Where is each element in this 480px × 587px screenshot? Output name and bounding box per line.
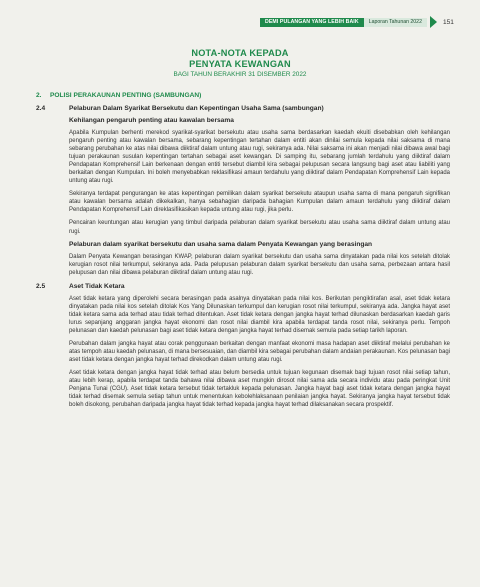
section-title: POLISI PERAKAUNAN PENTING (SAMBUNGAN) <box>50 92 202 99</box>
subsection-number: 2.5 <box>36 282 46 290</box>
doc-title-line3: BAGI TAHUN BERAKHIR 31 DISEMBER 2022 <box>173 71 307 78</box>
paragraph: Aset tidak ketara yang diperolehi secara berasingan pada asalnya dinyatakan pada nilai kos. Berikutan pengiktirafan asal, aset tidak ketara dinyatakan pada nilai kos setelah ditolak Kos Yang Dilunaskan terkumpul dan kerugian rosot nilai terkumpul, sekiranya ada. Jangka hayat aset tidak ketara sama ada terhad atau tidak terhad ditentukan. Aset tidak ketara dengan jangka hayat terhad dilunaskan berdasarkan kaedah garis lurus sepanjang anggaran jangka hayat ekonomi dan rosot nilai diambil kira apabila terdapat tanda rosot nilai, sekiranya perlu. Tempoh pelunasan dan kaedah pelunasan bagi aset tidak ketara dengan jangka hayat terhad disemak semula pada setiap tarikh laporan. <box>69 295 450 334</box>
subsection-body-2-5 <box>69 295 450 410</box>
header-report-name: DEMI PULANGAN YANG LEBIH BAIK <box>260 18 364 27</box>
subsection-body-2-4 <box>69 117 450 277</box>
paragraph: Perubahan dalam jangka hayat atau corak penggunaan berkaitan dengan manfaat ekonomi masa hadapan aset diiktiraf melalui perubahan ke atas tempoh atau kaedah pelunasan, di mana bersesuaian, dan diambil kira sebagai perubahan dalam andaian perakaunan. Kos pelunasan bagi aset tidak ketara dengan jangka hayat terhad direkodkan dalam untung atau rugi. <box>69 340 450 364</box>
arrow-right-icon <box>430 16 437 28</box>
main-content <box>36 92 450 414</box>
paragraph: Apabila Kumpulan berhenti merekod syarikat-syarikat bersekutu atau usaha sama berdasarkan kaedah ekuiti disebabkan oleh kehilangan pengaruh penting atau kawalan bersama, sebarang kepentingan tertahan dalam entiti akan dinilai semula kepada nilai saksama di mana sebarang perubahan ke atas nilai dibawa diiktiraf dalam untung atau rugi, sekiranya ada. Nilai saksama ini akan menjadi nilai dibawa awal bagi tujuan perakaunan susulan kepentingan tertahan sebagai aset kewangan. Di samping itu, sebarang jumlah terdahulu yang diiktiraf dalam Pendapatan Komprehensif Lain berkenaan dengan entiti tersebut diambil kira sebagai pelupusan secara langsung bagi aset atau liabiliti yang berkaitan dengan Kumpulan. Ini boleh menyebabkan reklasifikasi amaun terdahulu yang diiktiraf dalam Pendapatan Komprehensif Lain kepada untung atau rugi. <box>69 130 450 185</box>
section-number: 2. <box>36 92 42 99</box>
doc-title-line2: PENYATA KEWANGAN <box>189 58 291 69</box>
page-number: 151 <box>442 18 454 26</box>
subsection-heading-2-4 <box>36 105 450 112</box>
subsection-title: Aset Tidak Ketara <box>69 282 125 290</box>
doc-title <box>0 48 480 79</box>
paragraph: Sekiranya terdapat pengurangan ke atas kepentingan pemilikan dalam syarikat bersekutu ataupun usaha sama di mana pengaruh signifikan atau kawalan bersama adalah dikekalkan, hanya sebahagian daripada bahagian Kumpulan dalam amaun terdahulu yang diiktiraf dalam Pendapatan Komprehensif Lain direklasifikasikan kepada untung atau rugi, jika perlu. <box>69 191 450 214</box>
header-report-title: Laporan Tahunan 2022 <box>364 18 427 27</box>
paragraph-heading: Pelaburan dalam syarikat bersekutu dan usaha sama dalam Penyata Kewangan yang berasingan <box>69 240 373 248</box>
paragraph: Aset tidak ketara dengan jangka hayat tidak terhad atau belum bersedia untuk tujuan kegunaan disemak bagi tujuan rosot nilai setiap tahun, atau lebih kerap, apabila terdapat tanda bahawa nilai dibawa aset mungkin dirosot nilai sama ada secara individu atau pada peringkat Unit Penjana Tunai (CGU). Aset tidak ketara tersebut tidak tertakluk kepada pelunasan. Jangka hayat bagi aset tidak ketara dengan jangka hayat tidak terhad disemak semula setiap tahun untuk menentukan kebolehlaksanaan penilaian jangka hayat. Sekiranya jangka hayat tersebut tidak boleh disokong, perubahan daripada jangka hayat tidak terhad kepada jangka hayat terhad dilaksanakan secara prospektif. <box>69 370 450 409</box>
paragraph-heading: Kehilangan pengaruh penting atau kawalan bersama <box>69 117 234 124</box>
page-header <box>260 15 454 29</box>
doc-title-line1: NOTA-NOTA KEPADA <box>191 48 289 58</box>
subsection-title: Pelaburan Dalam Syarikat Bersekutu dan Kepentingan Usaha Sama (sambungan) <box>69 105 324 112</box>
subsection-heading-2-5 <box>36 283 450 290</box>
subsection-number: 2.4 <box>36 105 46 112</box>
paragraph: Pencairan keuntungan atau kerugian yang timbul daripada pelaburan dalam syarikat bersekutu atau usaha sama diiktiraf dalam untung atau rugi. <box>69 220 450 235</box>
section-heading <box>36 92 450 99</box>
paragraph: Dalam Penyata Kewangan berasingan KWAP, pelaburan dalam syarikat bersekutu dan usaha sama dinyatakan pada nilai kos setelah ditolak kerugian rosot nilai terkumpul, sekiranya ada. Pada pelupusan pelaburan dalam syarikat bersekutu dan usaha sama, perbezaan antara hasil pelupusan dan nilai dibawa pelaburan diiktiraf dalam untung atau rugi. <box>69 253 450 276</box>
